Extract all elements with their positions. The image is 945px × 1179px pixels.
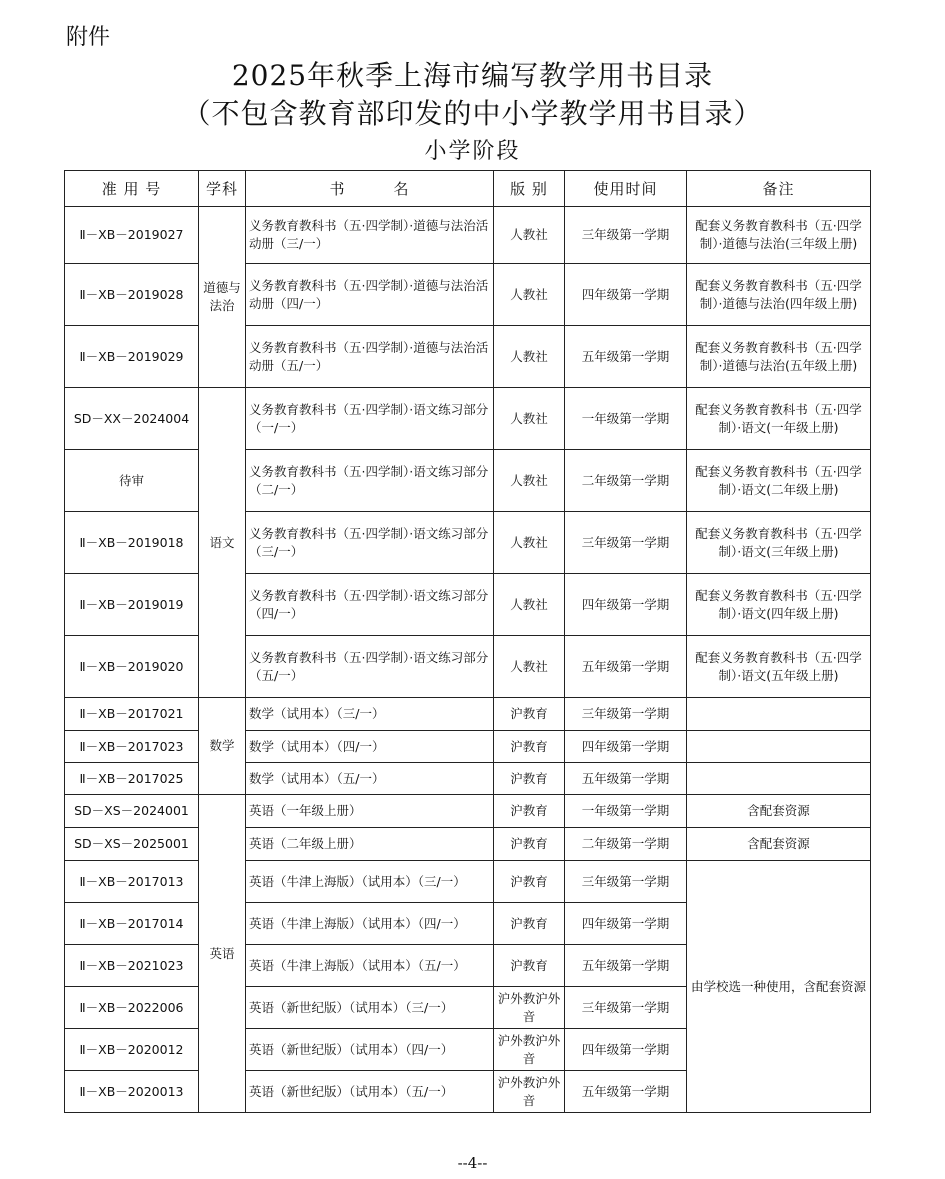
note-cell: 配套义务教育教科书（五·四学制）·语文(四年级上册) (687, 574, 871, 636)
table-row (65, 264, 871, 326)
table-row (65, 861, 871, 903)
time-cell: 四年级第一学期 (565, 574, 687, 636)
time-cell: 四年级第一学期 (565, 1029, 687, 1071)
table-row (65, 698, 871, 731)
edition-cell: 人教社 (494, 512, 565, 574)
time-cell: 五年级第一学期 (565, 945, 687, 987)
name-cell: 英语（牛津上海版）（试用本）（四/一） (246, 903, 494, 945)
time-cell: 一年级第一学期 (565, 388, 687, 450)
name-cell: 英语（二年级上册） (246, 828, 494, 861)
note-cell: 配套义务教育教科书（五·四学制）·语文(二年级上册) (687, 450, 871, 512)
code-cell: Ⅱ－XB－2019027 (65, 207, 199, 264)
code-cell: SD－XS－2025001 (65, 828, 199, 861)
table-row (65, 388, 871, 450)
note-cell (687, 763, 871, 795)
time-cell: 五年级第一学期 (565, 326, 687, 388)
edition-cell: 沪教育 (494, 763, 565, 795)
name-cell: 英语（牛津上海版）（试用本）（五/一） (246, 945, 494, 987)
table-row (65, 450, 871, 512)
name-cell: 英语（牛津上海版）（试用本）（三/一） (246, 861, 494, 903)
note-cell: 配套义务教育教科书（五·四学制）·语文(五年级上册) (687, 636, 871, 698)
name-cell: 数学（试用本）（四/一） (246, 731, 494, 763)
attachment-label: 附件 (66, 25, 111, 50)
table-row (65, 763, 871, 795)
edition-cell: 沪教育 (494, 795, 565, 828)
code-cell: Ⅱ－XB－2019019 (65, 574, 199, 636)
time-cell: 一年级第一学期 (565, 795, 687, 828)
name-cell: 义务教育教科书（五·四学制）·道德与法治活动册（五/一） (246, 326, 494, 388)
page-number: --4-- (457, 1154, 488, 1172)
time-cell: 二年级第一学期 (565, 828, 687, 861)
code-cell: SD－XS－2024001 (65, 795, 199, 828)
note-cell: 配套义务教育教科书（五·四学制）·语文(三年级上册) (687, 512, 871, 574)
subject-cell-chinese: 语文 (199, 388, 246, 698)
subject-cell-moral: 道德与法治 (199, 207, 246, 388)
note-cell: 配套义务教育教科书（五·四学制）·道德与法治(五年级上册) (687, 326, 871, 388)
time-cell: 四年级第一学期 (565, 264, 687, 326)
table-row (65, 326, 871, 388)
note-cell: 配套义务教育教科书（五·四学制）·语文(一年级上册) (687, 388, 871, 450)
time-cell: 五年级第一学期 (565, 763, 687, 795)
edition-cell: 人教社 (494, 264, 565, 326)
edition-cell: 沪外教沪外音 (494, 1071, 565, 1113)
table-row (65, 636, 871, 698)
edition-cell: 人教社 (494, 326, 565, 388)
edition-cell: 沪教育 (494, 828, 565, 861)
document-subtitle: （不包含教育部印发的中小学教学用书目录） (182, 97, 763, 130)
code-cell: Ⅱ－XB－2017021 (65, 698, 199, 731)
edition-cell: 人教社 (494, 450, 565, 512)
edition-cell: 人教社 (494, 574, 565, 636)
edition-cell: 沪外教沪外音 (494, 1029, 565, 1071)
time-cell: 三年级第一学期 (565, 861, 687, 903)
code-cell: Ⅱ－XB－2021023 (65, 945, 199, 987)
code-cell: Ⅱ－XB－2019020 (65, 636, 199, 698)
code-cell: Ⅱ－XB－2017023 (65, 731, 199, 763)
code-cell: Ⅱ－XB－2017025 (65, 763, 199, 795)
edition-cell: 沪教育 (494, 861, 565, 903)
name-cell: 义务教育教科书（五·四学制）·语文练习部分（五/一） (246, 636, 494, 698)
code-cell: Ⅱ－XB－2017014 (65, 903, 199, 945)
code-cell: SD－XX－2024004 (65, 388, 199, 450)
stage-heading: 小学阶段 (424, 139, 521, 164)
name-cell: 义务教育教科书（五·四学制）·道德与法治活动册（四/一） (246, 264, 494, 326)
code-cell: Ⅱ－XB－2020013 (65, 1071, 199, 1113)
edition-cell: 沪教育 (494, 945, 565, 987)
edition-cell: 人教社 (494, 207, 565, 264)
name-cell: 义务教育教科书（五·四学制）·语文练习部分（四/一） (246, 574, 494, 636)
edition-cell: 沪教育 (494, 698, 565, 731)
note-cell-shared: 由学校选一种使用，含配套资源 (687, 861, 871, 1113)
name-cell: 义务教育教科书（五·四学制）·语文练习部分（三/一） (246, 512, 494, 574)
table-row (65, 795, 871, 828)
col-header-note: 备注 (687, 171, 871, 207)
name-cell: 英语（新世纪版）（试用本）（四/一） (246, 1029, 494, 1071)
edition-cell: 人教社 (494, 388, 565, 450)
subject-cell-english: 英语 (199, 795, 246, 1113)
name-cell: 英语（新世纪版）（试用本）（五/一） (246, 1071, 494, 1113)
time-cell: 三年级第一学期 (565, 698, 687, 731)
note-cell: 含配套资源 (687, 795, 871, 828)
col-header-edition: 版 别 (494, 171, 565, 207)
note-cell: 配套义务教育教科书（五·四学制）·道德与法治(三年级上册) (687, 207, 871, 264)
col-header-subject: 学科 (199, 171, 246, 207)
col-header-time: 使用时间 (565, 171, 687, 207)
time-cell: 三年级第一学期 (565, 207, 687, 264)
note-cell (687, 698, 871, 731)
name-cell: 义务教育教科书（五·四学制）·道德与法治活动册（三/一） (246, 207, 494, 264)
edition-cell: 人教社 (494, 636, 565, 698)
code-cell: Ⅱ－XB－2019029 (65, 326, 199, 388)
edition-cell: 沪教育 (494, 903, 565, 945)
name-cell: 义务教育教科书（五·四学制）·语文练习部分（二/一） (246, 450, 494, 512)
time-cell: 三年级第一学期 (565, 512, 687, 574)
time-cell: 二年级第一学期 (565, 450, 687, 512)
table-row (65, 828, 871, 861)
code-cell: Ⅱ－XB－2020012 (65, 1029, 199, 1071)
table-row (65, 574, 871, 636)
subject-cell-math: 数学 (199, 698, 246, 795)
code-cell: Ⅱ－XB－2017013 (65, 861, 199, 903)
table-header-row (65, 171, 871, 207)
note-cell (687, 731, 871, 763)
code-cell: Ⅱ－XB－2019028 (65, 264, 199, 326)
col-header-code: 准 用 号 (65, 171, 199, 207)
name-cell: 英语（新世纪版）（试用本）（三/一） (246, 987, 494, 1029)
note-cell: 含配套资源 (687, 828, 871, 861)
code-cell: Ⅱ－XB－2022006 (65, 987, 199, 1029)
name-cell: 义务教育教科书（五·四学制）·语文练习部分（一/一） (246, 388, 494, 450)
table-row (65, 731, 871, 763)
code-cell: 待审 (65, 450, 199, 512)
note-cell: 配套义务教育教科书（五·四学制）·道德与法治(四年级上册) (687, 264, 871, 326)
name-cell: 数学（试用本）（五/一） (246, 763, 494, 795)
col-header-name: 书 名 (246, 171, 494, 207)
code-cell: Ⅱ－XB－2019018 (65, 512, 199, 574)
time-cell: 四年级第一学期 (565, 903, 687, 945)
time-cell: 五年级第一学期 (565, 636, 687, 698)
document-title: 2025年秋季上海市编写教学用书目录 (231, 59, 714, 92)
time-cell: 四年级第一学期 (565, 731, 687, 763)
edition-cell: 沪教育 (494, 731, 565, 763)
name-cell: 数学（试用本）（三/一） (246, 698, 494, 731)
table-row (65, 512, 871, 574)
textbook-catalog-table (64, 170, 871, 1113)
name-cell: 英语（一年级上册） (246, 795, 494, 828)
time-cell: 五年级第一学期 (565, 1071, 687, 1113)
time-cell: 三年级第一学期 (565, 987, 687, 1029)
edition-cell: 沪外教沪外音 (494, 987, 565, 1029)
table-row (65, 207, 871, 264)
